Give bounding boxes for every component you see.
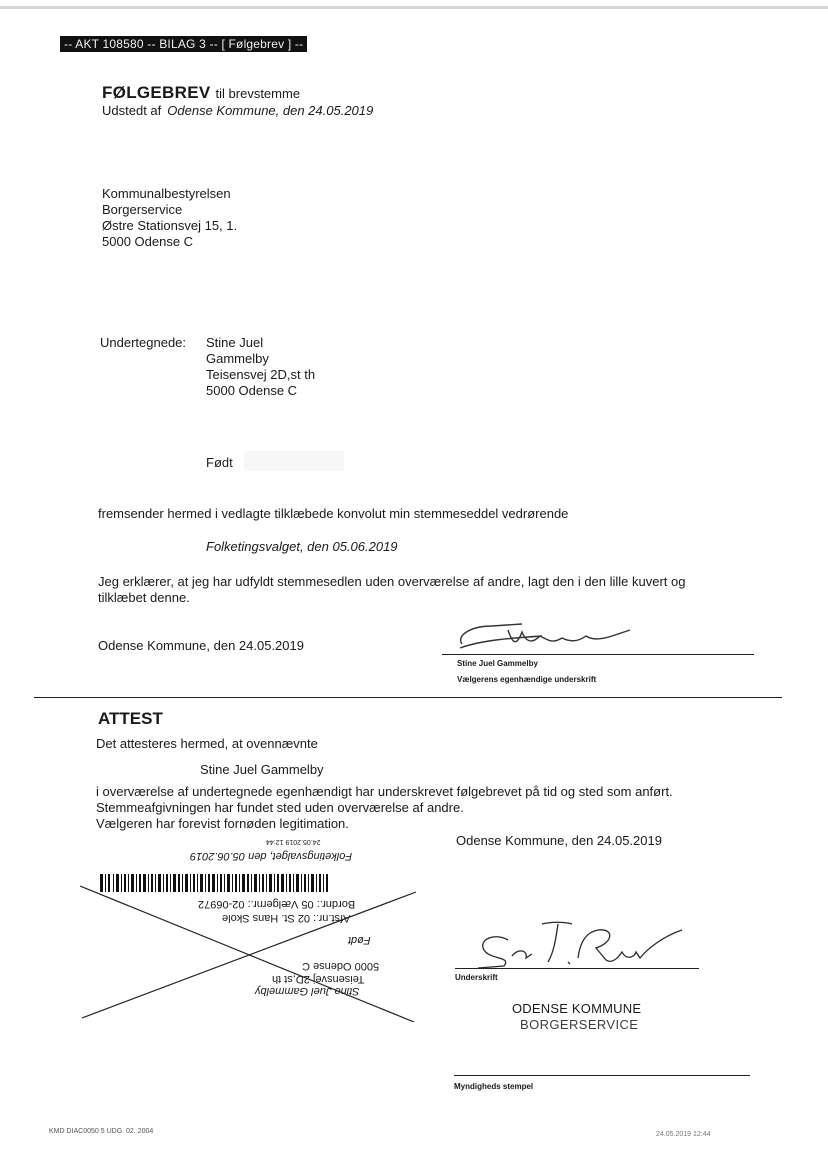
title-main: FØLGEBREV	[102, 83, 211, 102]
issued-by: Odense Kommune, den 24.05.2019	[167, 103, 374, 118]
print-timestamp: 24.05.2019 12:44	[656, 1131, 711, 1138]
voter-line: 5000 Odense C	[206, 383, 298, 398]
voter-line: Gammelby	[206, 351, 269, 366]
recipient-line: Kommunalbestyrelsen	[102, 186, 231, 201]
attest-line: i overværelse af undertegnede egenhændigt har underskrevet følgebrevet på tid og sted som anført.	[96, 784, 673, 799]
recipient-line: Borgerservice	[102, 202, 183, 217]
election-name: Folketingsvalget, den 05.06.2019	[206, 539, 398, 554]
page-top-edge	[0, 6, 828, 9]
envelope-table-voter-no: Bordnr.: 05 Vælgernr.: 02-06972	[198, 898, 356, 910]
form-code: KMD DIAC0050 5 UDG. 02. 2004	[49, 1128, 154, 1135]
authority-stamp-line	[454, 1075, 750, 1076]
authority-stamp-line2: BORGERSERVICE	[520, 1017, 639, 1032]
redacted-birthdate	[244, 451, 344, 471]
cross-out-mark	[80, 836, 420, 1022]
authority-stamp-line1: ODENSE KOMMUNE	[512, 1001, 642, 1016]
official-signature-caption: Underskrift	[455, 973, 498, 982]
born-label: Født	[206, 455, 233, 470]
attest-intro: Det attesteres hermed, at ovennævnte	[96, 736, 318, 751]
issued-line	[102, 103, 373, 118]
body-text: fremsender hermed i vedlagte tilklæbede konvolut min stemmeseddel vedrørende	[98, 506, 569, 521]
attest-line: Stemmeafgivningen har fundet sted uden overværelse af andre.	[96, 800, 464, 815]
envelope-born: Født	[348, 934, 371, 946]
voter-signature-name: Stine Juel Gammelby	[457, 659, 538, 668]
section-divider	[34, 697, 782, 698]
voter-place-date: Odense Kommune, den 24.05.2019	[98, 638, 304, 653]
official-signature-line	[455, 968, 699, 969]
envelope-street: Teisensvej 2D,st th	[272, 973, 365, 985]
attest-line: Vælgeren har forevist fornøden legitimation.	[96, 816, 349, 831]
akt-reference-bar: -- AKT 108580 -- BILAG 3 -- [ Følgebrev ] --	[60, 36, 307, 52]
envelope-timestamp: 24.05.2019 12:44	[266, 838, 321, 845]
recipient-line: Østre Stationsvej 15, 1.	[102, 218, 238, 233]
envelope-election: Folketingsvalget, den 05.06.2019	[190, 850, 353, 862]
recipient-address	[102, 186, 237, 250]
voter-signature-caption: Vælgerens egenhændige underskrift	[457, 675, 597, 684]
envelope-label-crossed	[80, 836, 420, 1022]
envelope-postal: 5000 Odense C	[302, 960, 380, 972]
attest-voter-name: Stine Juel Gammelby	[200, 762, 324, 777]
recipient-line: 5000 Odense C	[102, 234, 194, 249]
declaration-text: Jeg erklærer, at jeg har udfyldt stemmesedlen uden overværelse af andre, lagt den i den lille kuvert og tilklæbet denne.	[98, 574, 686, 605]
document-title	[102, 83, 300, 103]
undersigned-label: Undertegnede:	[100, 335, 187, 350]
attest-statements	[96, 784, 673, 832]
attest-place-date: Odense Kommune, den 24.05.2019	[456, 833, 662, 848]
authority-stamp-caption: Myndigheds stempel	[454, 1082, 534, 1091]
voter-address	[206, 335, 315, 399]
attest-title: ATTEST	[98, 709, 163, 728]
voter-line: Teisensvej 2D,st th	[206, 367, 316, 382]
voter-signature	[452, 618, 642, 656]
official-signature	[468, 918, 698, 970]
voter-signature-line	[442, 654, 754, 655]
envelope-polling-station: Afst.nr.: 02 St. Hans Skole	[222, 912, 351, 924]
title-suffix: til brevstemme	[215, 86, 301, 101]
issued-prefix: Udstedt af	[102, 103, 162, 118]
voter-line: Stine Juel	[206, 335, 264, 350]
envelope-voter-name: Stine Juel Gammelby	[255, 985, 360, 997]
